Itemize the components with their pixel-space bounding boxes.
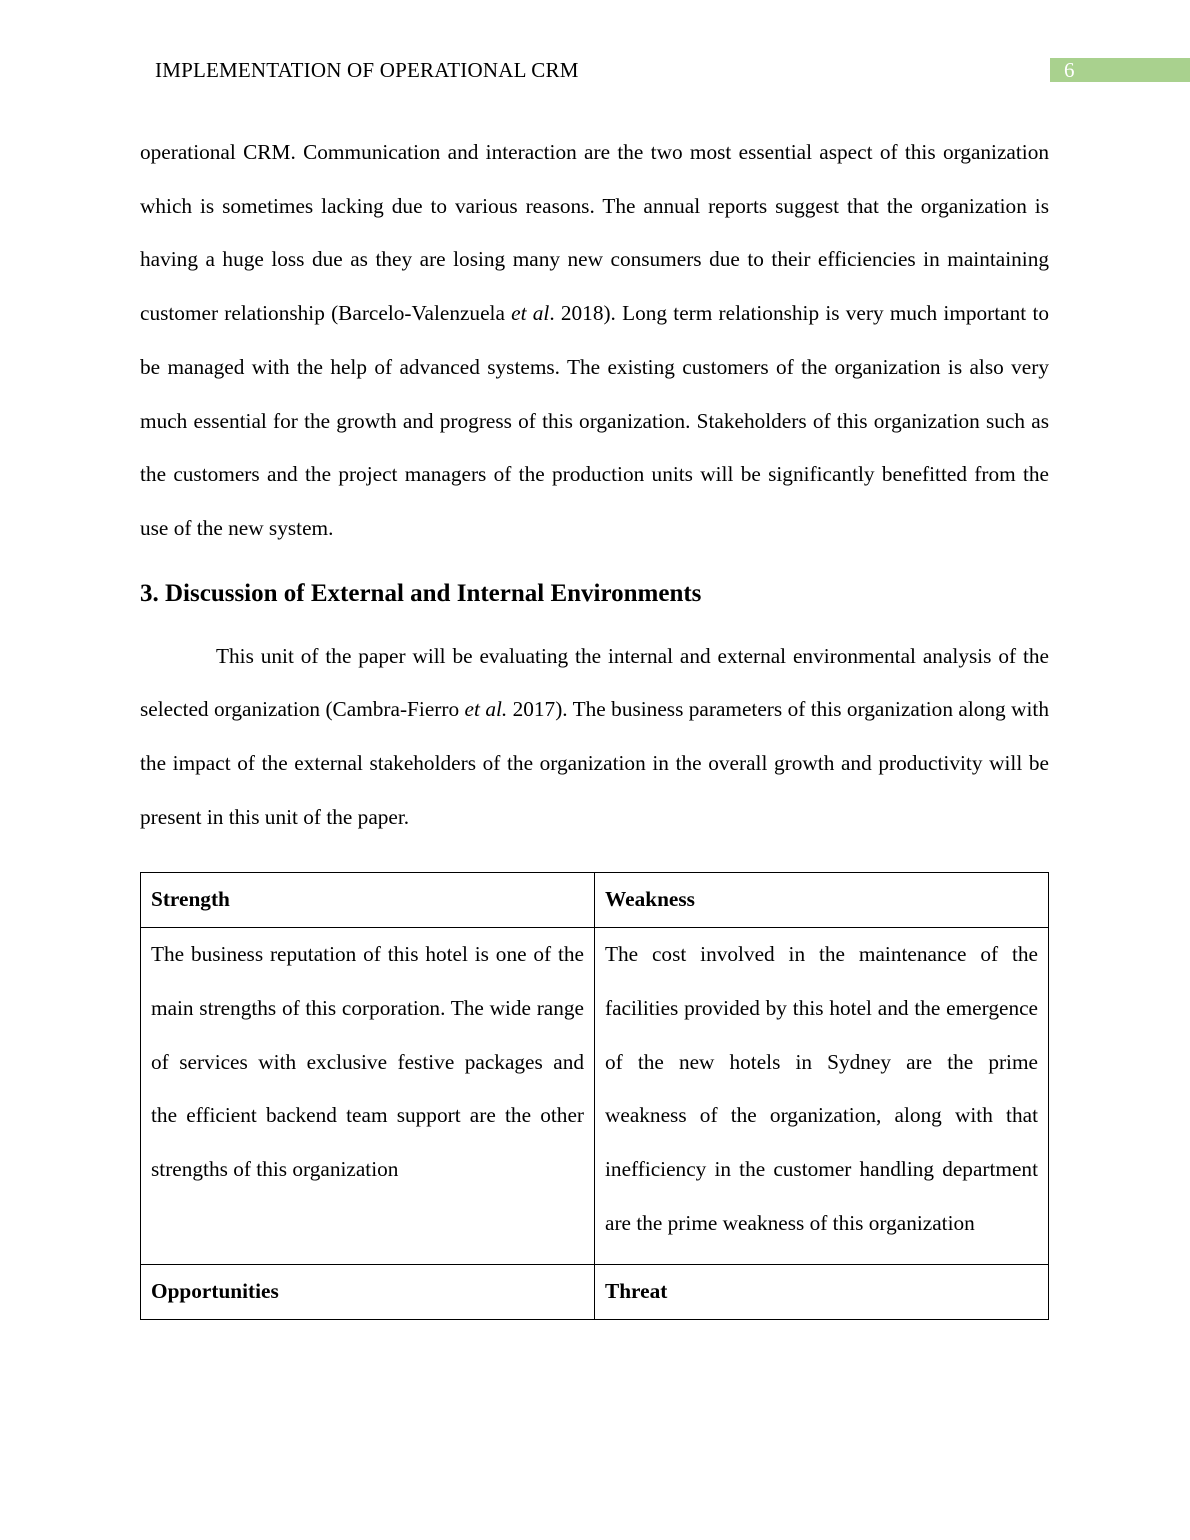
table-row: [141, 928, 1049, 1265]
strength-header: Strength: [141, 873, 595, 928]
paragraph-intro-text-2: . 2018). Long term relationship is very much important to be managed with the help of advanced systems. The existing customers of the organization is also very much essential for the growth and progress of this organization. Stakeholders of this organization such as the customers and the project managers of the production units will be significantly benefitted from the use of the new system.: [140, 301, 1050, 540]
citation-etal: et al: [511, 301, 550, 326]
paragraph-section-text-1: This unit of the paper will be evaluating the internal and external environmental analysis of the selected organization (Cambra-Fierro: [140, 643, 1049, 722]
page-body: [140, 126, 1049, 1320]
opportunities-header: Opportunities: [141, 1265, 595, 1320]
paragraph-section-intro: [140, 630, 1049, 845]
table-row: [141, 1265, 1049, 1320]
section-heading: 3. Discussion of External and Internal Environments: [140, 579, 702, 607]
threat-header: Threat: [595, 1265, 1049, 1320]
weakness-header: Weakness: [595, 873, 1049, 928]
weakness-cell: The cost involved in the maintenance of the facilities provided by this hotel and the emergence of the new hotels in Sydney are the prime weakness of the organization, along with that inefficiency in the customer handling department are the prime weakness of this organization: [595, 928, 1049, 1265]
strength-cell: The business reputation of this hotel is one of the main strengths of this corporation. The wide range of services with exclusive festive packages and the efficient backend team support are the other strengths of this organization: [141, 928, 595, 1265]
running-head: IMPLEMENTATION OF OPERATIONAL CRM: [155, 58, 579, 82]
paragraph-intro-text-1: operational CRM. Communication and interaction are the two most essential aspect of this organization which is sometimes lacking due to various reasons. The annual reports suggest that the organization is having a huge loss due as they are losing many new consumers due to their efficiencies in maintaining customer relationship (Barcelo-Valenzuela: [140, 140, 1049, 326]
swot-table: [140, 872, 1049, 1320]
page-number: 6: [1050, 58, 1190, 82]
citation-etal: et al.: [464, 697, 508, 722]
paragraph-section-text-2: 2017). The business parameters of this organization along with the impact of the external stakeholders of the organization in the overall growth and productivity will be present in this unit of the paper.: [140, 697, 1049, 829]
paragraph-intro: [140, 126, 1049, 556]
table-row: [141, 873, 1049, 928]
